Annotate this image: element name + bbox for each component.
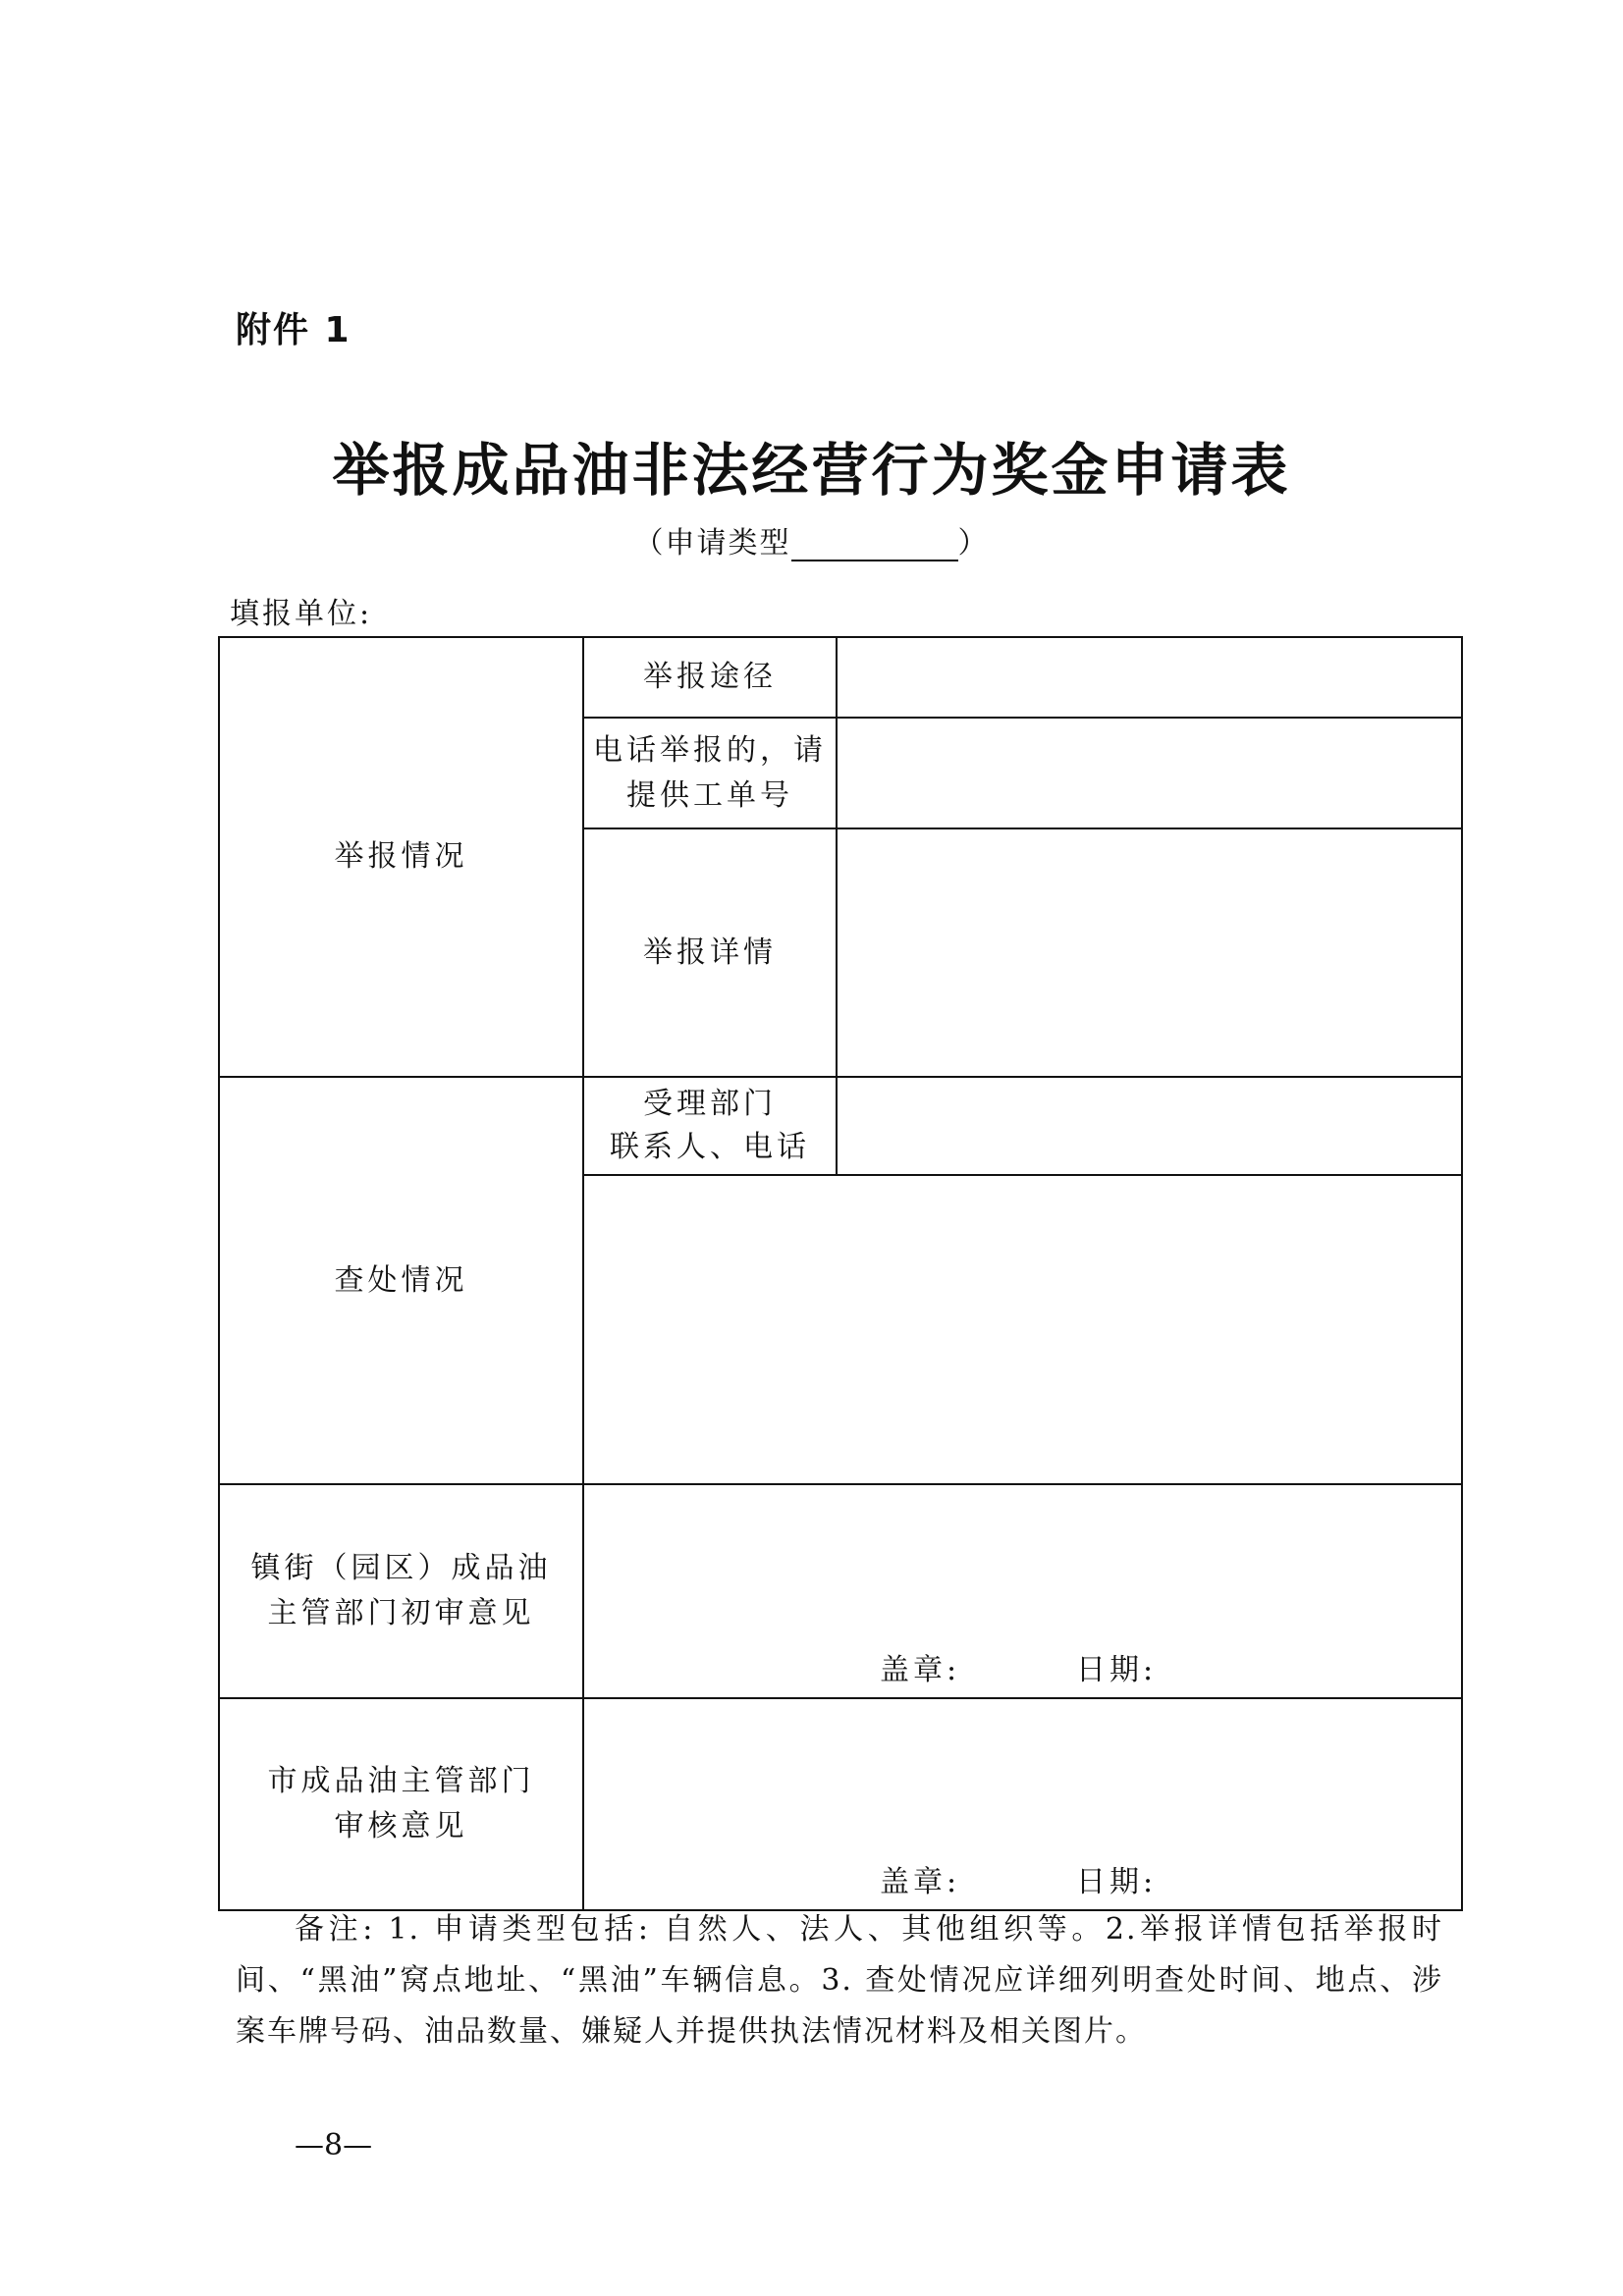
- dept-contact-label: [584, 1078, 836, 1174]
- page-number: —8—: [295, 2128, 373, 2163]
- handling-section-label: 查处情况: [334, 1262, 468, 1298]
- town-date-label: 日期:: [1076, 1653, 1158, 1687]
- city-review-field[interactable]: [584, 1699, 1461, 1909]
- fill-unit-label: 填报单位:: [230, 597, 373, 631]
- town-seal-label: 盖章:: [880, 1653, 961, 1687]
- town-review-line1: 镇街（园区）成品油: [250, 1551, 552, 1585]
- phone-report-label: [584, 719, 836, 828]
- city-seal-label: 盖章:: [880, 1865, 961, 1899]
- report-channel-field[interactable]: [838, 638, 1461, 717]
- application-type-suffix: ）: [957, 526, 990, 561]
- dept-contact-line1: 受理部门: [643, 1087, 777, 1121]
- dept-contact-line2: 联系人、电话: [610, 1130, 810, 1164]
- attachment-label: 附件 1: [236, 310, 352, 350]
- phone-report-line2: 提供工单号: [626, 777, 793, 813]
- town-review-label: [220, 1485, 582, 1697]
- dept-contact-field[interactable]: [838, 1078, 1461, 1174]
- ticket-number-field[interactable]: [838, 719, 1461, 828]
- report-channel-label: 举报途径: [643, 660, 777, 694]
- phone-report-line1: 电话举报的，请: [593, 732, 827, 768]
- report-details-label: 举报详情: [643, 934, 777, 970]
- city-review-line2: 审核意见: [334, 1809, 468, 1843]
- report-section-label: 举报情况: [334, 839, 468, 874]
- town-review-field[interactable]: [584, 1485, 1461, 1697]
- form-title: 举报成品油非法经营行为奖金申请表: [332, 437, 1291, 504]
- application-type-prefix: （申请类型: [633, 526, 791, 561]
- city-review-line1: 市成品油主管部门: [267, 1764, 535, 1798]
- report-details-field[interactable]: [838, 829, 1461, 1076]
- town-review-line2: 主管部门初审意见: [267, 1596, 535, 1630]
- handling-details-field[interactable]: [584, 1176, 1461, 1483]
- city-review-label: [220, 1699, 582, 1909]
- city-date-label: 日期:: [1076, 1865, 1158, 1899]
- remarks: 备注: 1. 申请类型包括: 自然人、法人、其他组织等。2.举报详情包括举报时间、“黑油”窝点地址、“黑油”车辆信息。3. 查处情况应详细列明查处时间、地点、涉案车牌号码、油品数量、嫌疑人并提供执法情况材料及相关图片。: [236, 1912, 1443, 2049]
